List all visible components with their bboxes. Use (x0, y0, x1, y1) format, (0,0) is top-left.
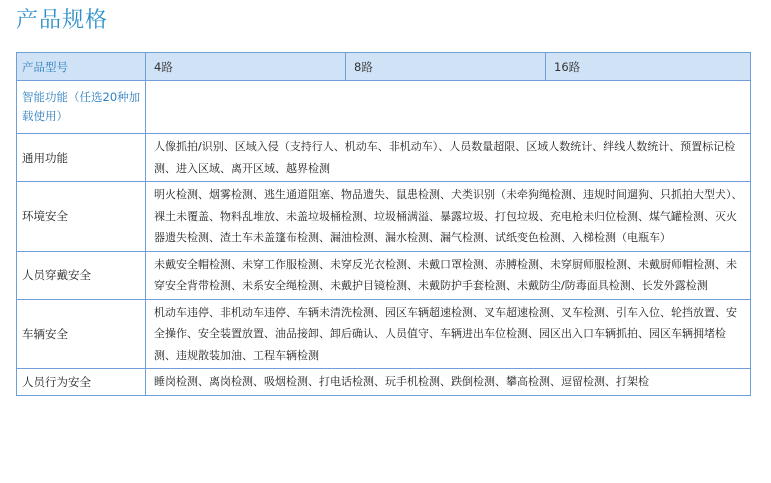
table-row (17, 299, 751, 369)
row-label-environment: 环境安全 (17, 182, 146, 252)
spec-table (16, 52, 751, 396)
row-content-behavior: 睡岗检测、离岗检测、吸烟检测、打电话检测、玩手机检测、跌倒检测、攀高检测、逗留检测、打架检 (146, 369, 751, 396)
row-content-vehicle: 机动车违停、非机动车违停、车辆未清洗检测、园区车辆超速检测、叉车超速检测、叉车检测、引车入位、轮挡放置、安全操作、安全装置放置、油品接卸、卸后确认、人员值守、车辆进出车位检测、园区出入口车辆抓拍、园区车辆拥堵检测、违规散装加油、工程车辆检测 (146, 299, 751, 369)
row-content-general: 人像抓拍/识别、区域入侵（支持行人、机动车、非机动车）、人员数量超限、区域人数统计、绊线人数统计、预置标记检测、进入区域、离开区域、越界检测 (146, 134, 751, 182)
table-header-row (17, 53, 751, 81)
table-row (17, 182, 751, 252)
header-label-model: 产品型号 (17, 53, 146, 81)
row-label-vehicle: 车辆安全 (17, 299, 146, 369)
smart-function-blank (146, 81, 751, 134)
header-option-4ch: 4路 (146, 53, 346, 81)
row-content-environment: 明火检测、烟雾检测、逃生通道阻塞、物品遗失、鼠患检测、犬类识别（未牵狗绳检测、违规时间遛狗、只抓拍大型犬）、裸土未覆盖、物料乱堆放、未盖垃圾桶检测、垃圾桶满溢、暴露垃圾、打包垃圾、充电枪未归位检测、煤气罐检测、灭火器遗失检测、渣土车未盖篷布检测、漏油检测、漏水检测、漏气检测、试纸变色检测、入梯检测（电瓶车） (146, 182, 751, 252)
page-title: 产品规格 (16, 8, 109, 33)
row-label-behavior: 人员行为安全 (17, 369, 146, 396)
table-row (17, 251, 751, 299)
header-option-8ch: 8路 (346, 53, 546, 81)
row-content-wear: 未戴安全帽检测、未穿工作服检测、未穿反光衣检测、未戴口罩检测、赤膊检测、未穿厨师服检测、未戴厨师帽检测、未穿安全背带检测、未系安全绳检测、未戴护目镜检测、未戴防护手套检测、未戴防尘/防毒面具检测、长发外露检测 (146, 251, 751, 299)
header-option-16ch: 16路 (546, 53, 751, 81)
row-label-general: 通用功能 (17, 134, 146, 182)
smart-function-row (17, 81, 751, 134)
table-row (17, 134, 751, 182)
row-label-wear: 人员穿戴安全 (17, 251, 146, 299)
smart-function-label: 智能功能（任选20种加载使用） (17, 81, 146, 134)
table-row (17, 369, 751, 396)
